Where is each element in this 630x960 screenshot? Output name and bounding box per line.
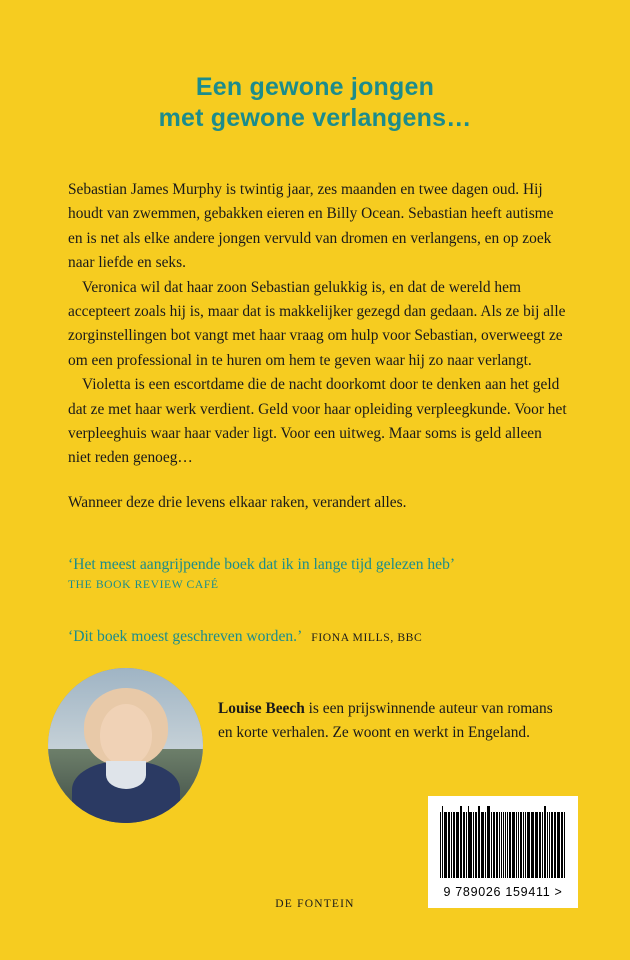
barcode — [428, 796, 578, 908]
blurb-paragraph-1: Sebastian James Murphy is twintig jaar, zes maanden en twee dagen oud. Hij houdt van zwemmen, gebakken eieren en Billy Ocean. Sebastian heeft autisme en is net als elke andere jongen vervuld van dromen en verlangens, en op zoek naar liefde en seks. — [68, 181, 554, 272]
barcode-suffix: > — [554, 885, 563, 899]
review-quote-2 — [68, 626, 578, 647]
blurb-paragraph-3: Violetta is een escortdame die de nacht doorkomt door te denken aan het geld dat ze met haar werk verdient. Geld voor haar opleiding verpleegkunde. Voor het verpleeghuis waar haar vader ligt. Voor een uitweg. Maar soms is geld alleen niet reden genoeg… — [68, 376, 567, 467]
author-name: Louise Beech — [218, 700, 305, 717]
barcode-number-text: 9 789026 159411 — [443, 885, 551, 899]
author-bio-text: is een prijswinnende auteur van romans en korte verhalen. Ze woont en werkt in Engeland. — [218, 700, 553, 741]
publisher-name: DE FONTEIN — [275, 898, 355, 910]
review-quote-1-source: THE BOOK REVIEW CAFÉ — [68, 578, 219, 591]
blurb-paragraph-4: Wanneer deze drie levens elkaar raken, verandert alles. — [68, 493, 407, 511]
review-quote-1-text: ‘Het meest aangrijpende boek dat ik in lange tijd gelezen heb’ — [68, 556, 456, 573]
headline-line-2: met gewone verlangens… — [158, 104, 472, 132]
avatar — [48, 668, 203, 823]
headline-line-1: Een gewone jongen — [195, 73, 435, 101]
author-bio — [218, 697, 558, 745]
review-quote-1 — [68, 554, 578, 591]
barcode-bars — [440, 806, 566, 878]
photo-face — [100, 704, 152, 766]
page-title — [0, 72, 630, 134]
barcode-number — [428, 885, 578, 899]
blurb-paragraph-2: Veronica wil dat haar zoon Sebastian gelukkig is, en dat de wereld hem accepteert zoals hij is, maar dat is makkelijker gezegd dan gedaan. Als ze bij alle zorginstellingen bot vangt met haar vraag om hulp voor Sebastian, overweegt ze om een professional in te huren om hem te geven waar hij zo naar verlangt. — [68, 278, 566, 369]
blurb-text — [68, 178, 568, 515]
review-quote-2-text: ‘Dit boek moest geschreven worden.’ — [68, 628, 303, 645]
review-quote-2-source: FIONA MILLS, BBC — [311, 631, 423, 644]
photo-collar — [106, 761, 146, 789]
